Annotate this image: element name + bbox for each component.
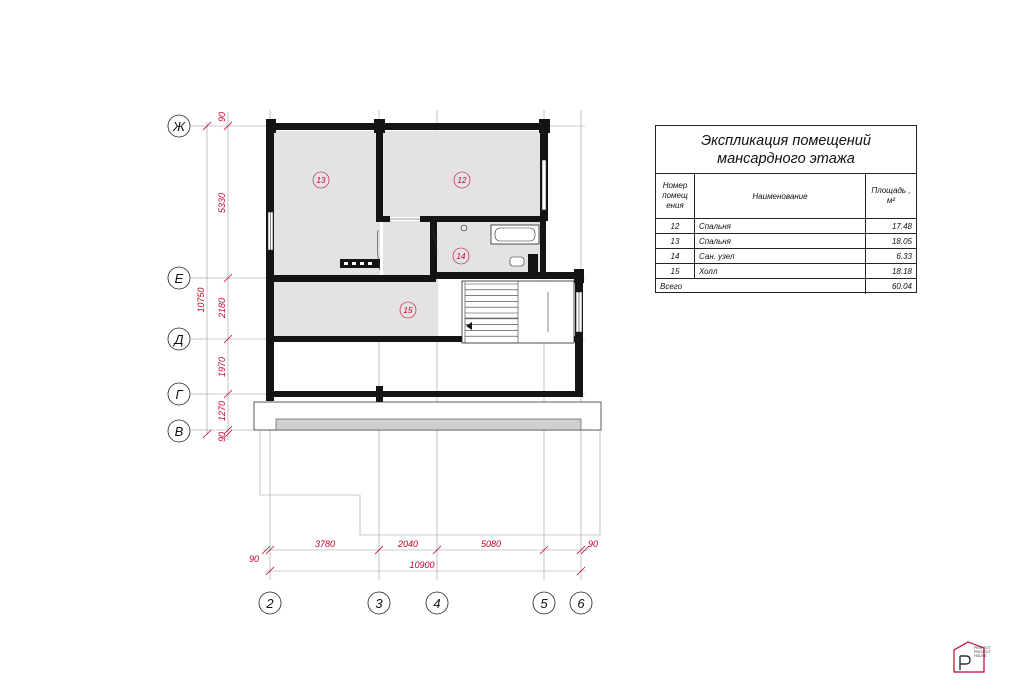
dim-left-6: 90	[217, 431, 227, 443]
axis-row-e: Е	[174, 271, 184, 286]
room-14-number: 14	[456, 252, 466, 261]
logo-line1: PERFECT	[974, 646, 991, 650]
row-number: 12	[656, 219, 695, 234]
staircase	[462, 281, 574, 343]
axis-col-2: 2	[266, 596, 274, 611]
row-name: Спальня	[695, 234, 866, 249]
table-row	[656, 219, 916, 234]
dim-bottom-5: 90	[587, 539, 599, 549]
dim-bottom-2: 3780	[314, 539, 336, 549]
axis-col-6: 6	[577, 596, 585, 611]
axis-row-g: Г	[175, 387, 183, 402]
dim-bottom-1: 90	[248, 554, 260, 564]
row-name: Холл	[695, 264, 866, 279]
radiator	[340, 259, 380, 268]
dim-left-5: 1270	[217, 400, 227, 422]
row-area: 6.33	[866, 249, 917, 264]
dim-left-4: 1970	[217, 356, 227, 378]
explication-title-line2: мансардного этажа	[717, 151, 855, 167]
table-row	[656, 234, 916, 249]
room-13-number: 13	[316, 176, 326, 185]
row-name: Спальня	[695, 219, 866, 234]
logo-line2: PROJECT	[974, 650, 991, 654]
axis-row-v: В	[174, 424, 184, 439]
dim-bottom-overall: 10900	[409, 560, 435, 570]
room-15-number: 15	[403, 306, 413, 315]
row-number: 13	[656, 234, 695, 249]
row-area: 18.18	[866, 264, 917, 279]
header-room-name: Наименование	[695, 174, 866, 219]
row-area: 17.48	[866, 219, 917, 234]
balcony	[254, 402, 601, 535]
total-row	[656, 279, 916, 294]
axis-col-4: 4	[433, 596, 441, 611]
dim-left-overall: 10750	[196, 287, 206, 313]
logo-line3: HOUSE	[974, 654, 987, 658]
axis-row-d: Д	[174, 332, 184, 347]
total-label: Всего	[660, 281, 683, 291]
axis-row-zh: Ж	[173, 119, 185, 134]
total-value: 60.04	[866, 279, 917, 294]
left-dimension-chain	[196, 112, 232, 442]
dim-left-2: 5330	[217, 192, 227, 214]
explication-title-line1: Экспликация помещений	[701, 133, 871, 149]
row-number: 15	[656, 264, 695, 279]
row-number: 14	[656, 249, 695, 264]
axis-col-3: 3	[375, 596, 383, 611]
header-room-number: Номер помещ ения	[656, 174, 695, 219]
table-row	[656, 264, 916, 279]
row-axis-markers	[168, 115, 205, 442]
row-area: 18.05	[866, 234, 917, 249]
dim-left-3: 2180	[217, 297, 227, 319]
header-area: Площадь , м²	[866, 174, 917, 219]
bottom-dimension-chain	[249, 539, 598, 575]
house-p-logo-icon	[950, 636, 996, 680]
column-axis-markers	[259, 592, 592, 614]
company-logo	[950, 636, 996, 680]
explication-grid	[656, 174, 916, 294]
dim-bottom-4: 5080	[480, 539, 502, 549]
dim-bottom-3: 2040	[397, 539, 419, 549]
dim-left-1: 90	[217, 111, 227, 123]
axis-col-5: 5	[540, 596, 548, 611]
explication-title	[656, 126, 916, 174]
table-row	[656, 249, 916, 264]
explication-table	[655, 125, 917, 293]
room-12-number: 12	[457, 176, 467, 185]
row-name: Сан. узел	[695, 249, 866, 264]
